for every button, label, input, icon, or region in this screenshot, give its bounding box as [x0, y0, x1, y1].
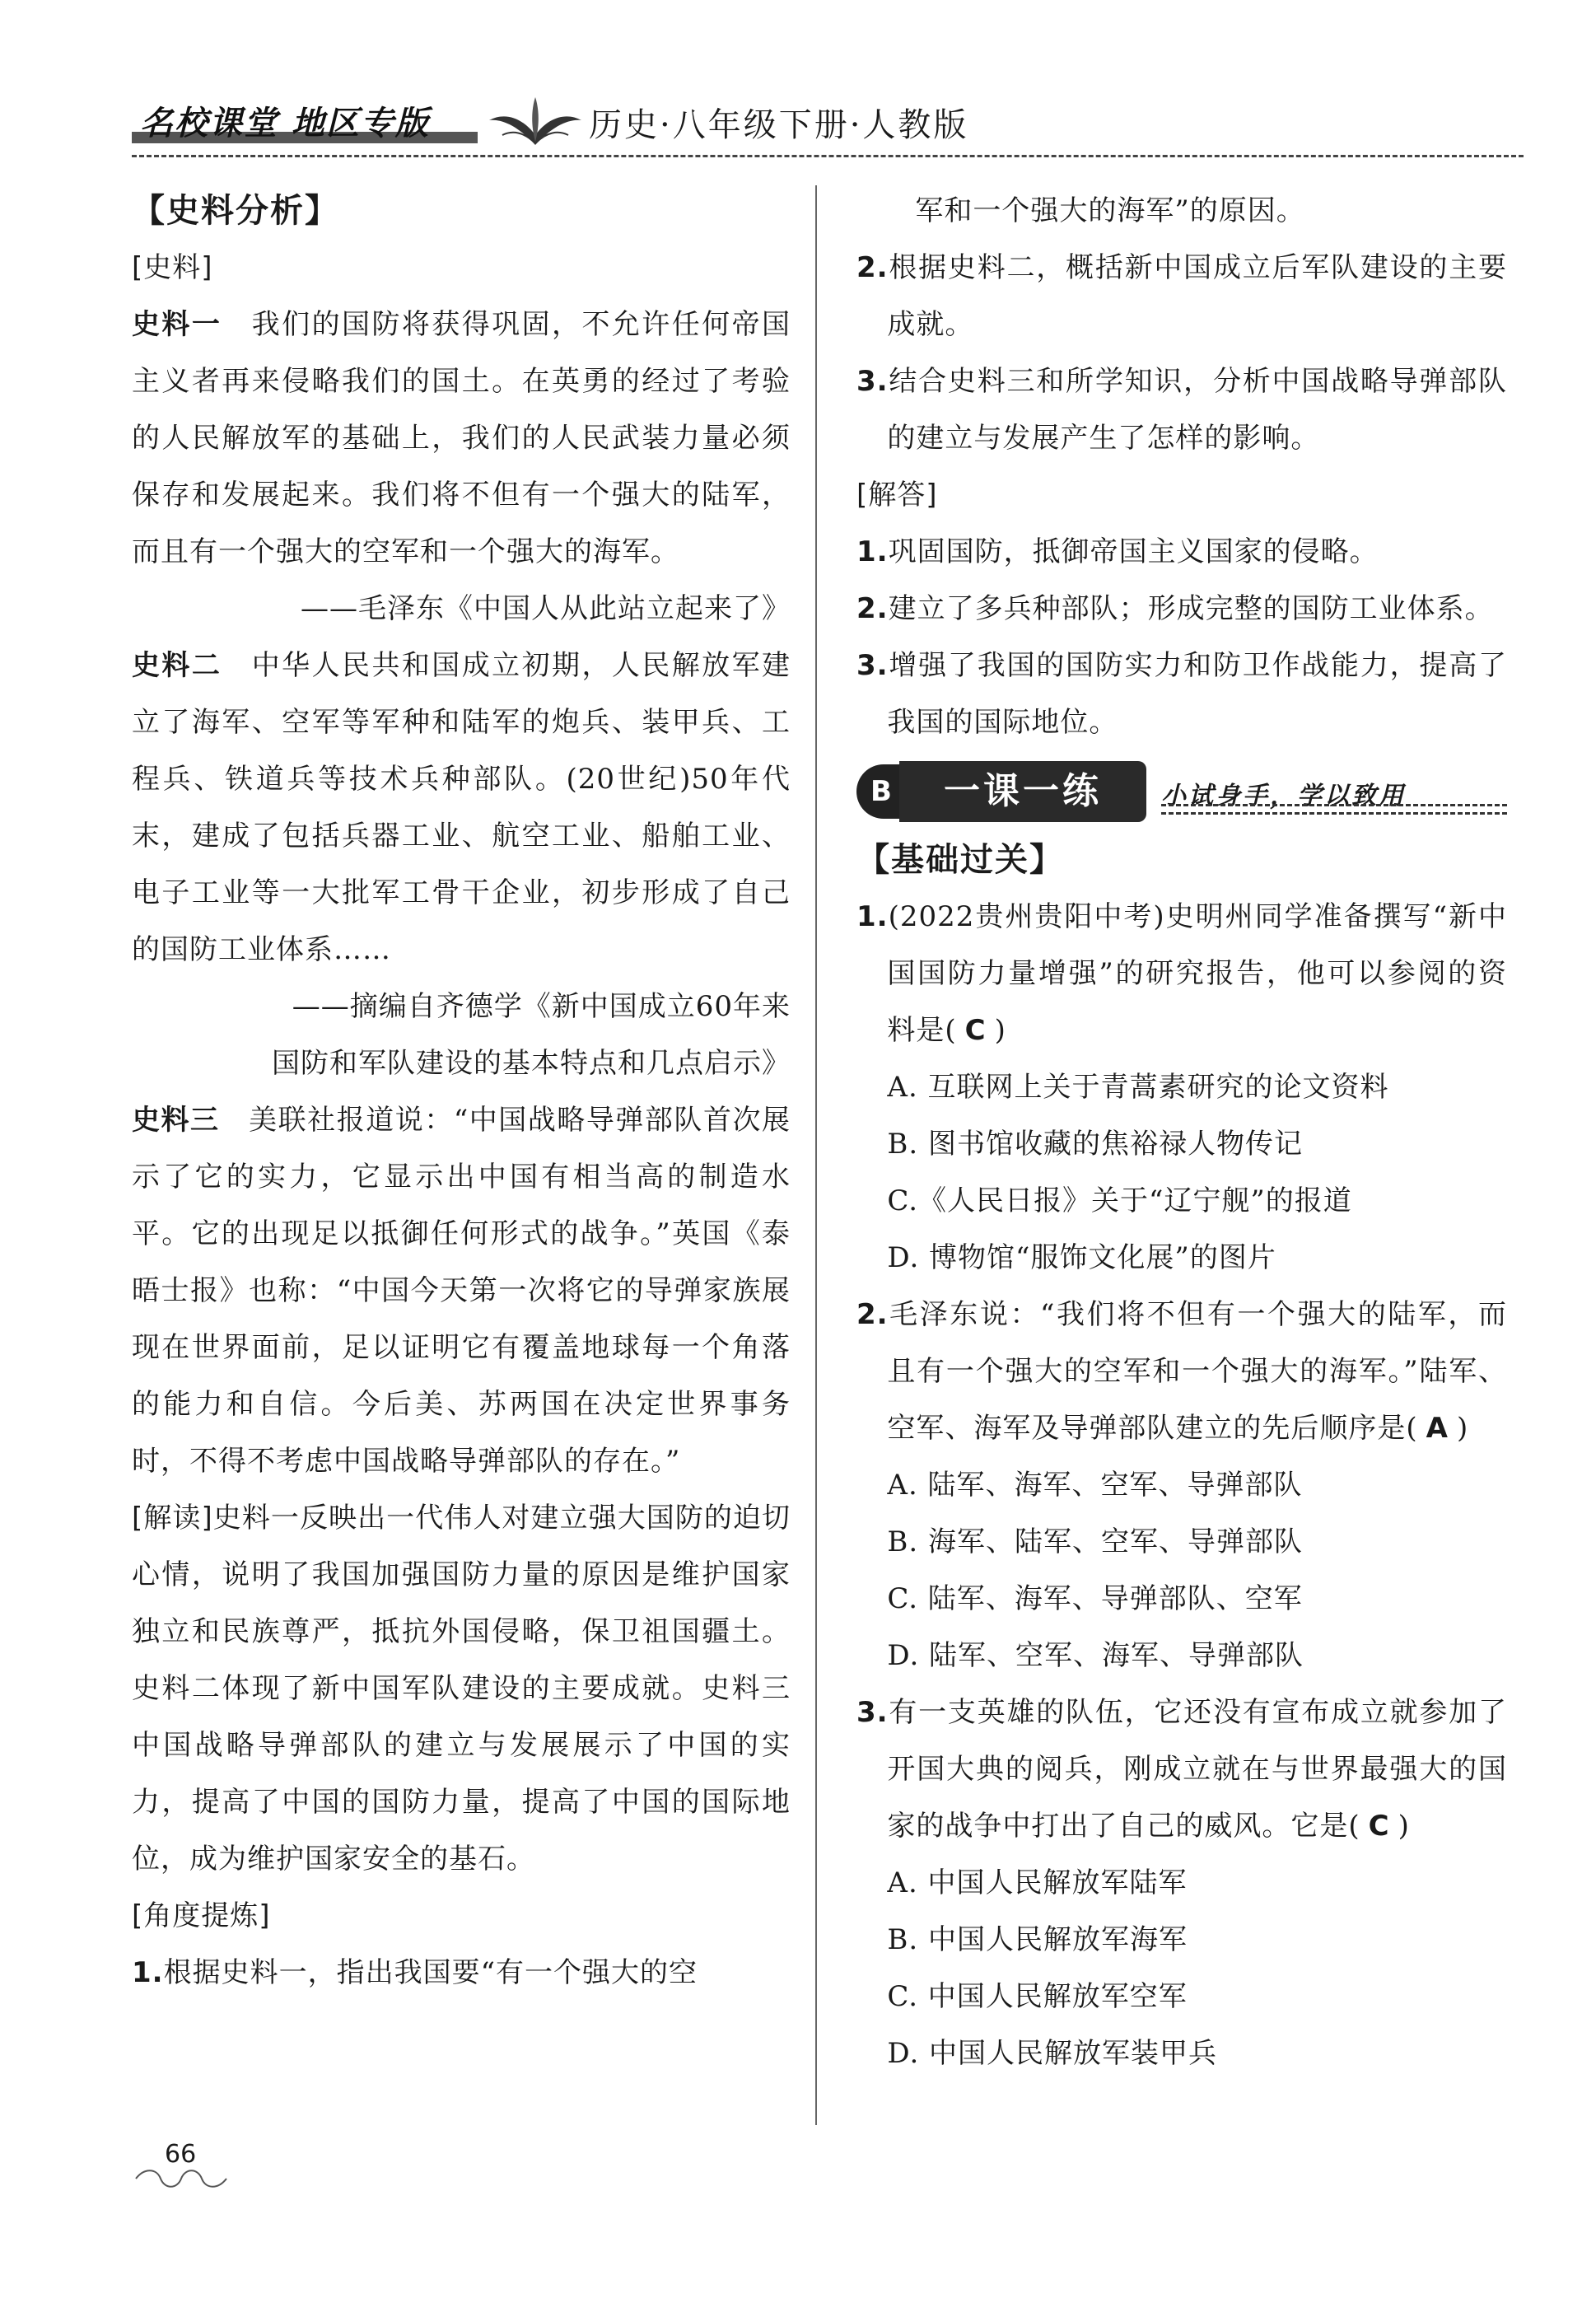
question-number: 2.: [856, 592, 889, 625]
question-number: 1.: [132, 1956, 164, 1989]
answer-choice: A: [1426, 1412, 1449, 1445]
leaf-ornament-icon: [486, 94, 585, 152]
material-3: [132, 1092, 791, 1490]
banner-title: 一课一练: [899, 761, 1146, 822]
banner-dash-line: [1161, 804, 1507, 806]
banner-dash-line: [1161, 812, 1507, 815]
material-2-text: 中华人民共和国成立初期，人民解放军建立了海军、空军等军种和陆军的炮兵、装甲兵、工程兵、铁道兵等技术兵种部队。(20世纪)50年代末，建成了包括兵器工业、航空工业、船舶工业、电子工业等一大批军工骨干企业，初步形成了自己的国防工业体系……: [132, 649, 791, 966]
materials-label: [史料]: [132, 251, 213, 284]
angle-question-1-continued: 军和一个强大的海军”的原因。: [915, 194, 1305, 227]
banner-subtitle: 小试身手，学以致用: [1161, 782, 1406, 810]
answer-2-text: 建立了多兵种部队；形成完整的国防工业体系。: [888, 592, 1494, 625]
interpretation-label: [解读]: [132, 1502, 213, 1535]
option-a: A. 互联网上关于青蒿素研究的论文资料: [887, 1071, 1389, 1104]
interpretation-text: 史料一反映出一代伟人对建立强大国防的迫切心情，说明了我国加强国防力量的原因是维护国家独立和民族尊严，抵抗外国侵略，保卫祖国疆土。史料二体现了新中国军队建设的主要成就。史料三中国战略导弹部队的建立与发展展示了中国的实力，提高了中国的国防力量，提高了中国的国际地位，成为维护国家安全的基石。: [132, 1502, 791, 1876]
question-stem-text: (2022贵州贵阳中考)史明州同学准备撰写“新中国国防力量增强”的研究报告，他可以参阅的资料是(: [887, 900, 1507, 1047]
question-number: 2.: [856, 1298, 889, 1331]
brand-title: 名校课堂 地区专版: [140, 105, 430, 142]
book-title: 历史·八年级下册·人教版: [589, 106, 969, 144]
question-number: 1.: [856, 900, 889, 933]
option-b: B. 海军、陆军、空军、导弹部队: [887, 1525, 1303, 1558]
page-number: 66: [165, 2140, 197, 2169]
page-header: [132, 89, 1524, 163]
material-3-label: 史料三: [132, 1104, 220, 1137]
option-d: D. 中国人民解放军装甲兵: [887, 2037, 1218, 2070]
angle-question-3: [856, 353, 1507, 467]
answer-3-text: 增强了我国的国防实力和防卫作战能力，提高了我国的国际地位。: [887, 649, 1507, 739]
question-number: 3.: [856, 1696, 889, 1729]
section-title: 【史料分析】: [132, 192, 339, 230]
question-3-stem: [856, 1684, 1507, 1855]
option-b: B. 图书馆收藏的焦裕禄人物传记: [887, 1128, 1303, 1161]
angle-label: [角度提炼]: [132, 1899, 271, 1932]
angle-question-1-text: 根据史料一，指出我国要“有一个强大的空: [163, 1956, 698, 1989]
angle-question-1: [132, 1945, 791, 2002]
question-1: [856, 889, 1507, 1287]
answer-label: [解答]: [856, 479, 938, 512]
interpretation: [132, 1490, 791, 1888]
bracket-close: ): [994, 1014, 1006, 1047]
material-1-label: 史料一: [132, 308, 222, 341]
right-column: [856, 183, 1507, 2082]
option-b: B. 中国人民解放军海军: [887, 1923, 1188, 1956]
question-stem-text: 有一支英雄的队伍，它还没有宣布成立就参加了开国大典的阅兵，刚成立就在与世界最强大的国家的战争中打出了自己的威风。它是(: [887, 1696, 1507, 1843]
material-2-label: 史料二: [132, 649, 222, 682]
question-number: 2.: [856, 251, 889, 284]
option-c: C. 中国人民解放军空军: [887, 1980, 1188, 2013]
answer-2: [856, 581, 1507, 638]
angle-question-3-text: 结合史料三和所学知识，分析中国战略导弹部队的建立与发展产生了怎样的影响。: [887, 365, 1507, 455]
option-a: A. 陆军、海军、空军、导弹部队: [887, 1469, 1303, 1502]
left-column: [132, 183, 791, 2002]
answer-3: [856, 638, 1507, 751]
option-c: C.《人民日报》关于“辽宁舰”的报道: [887, 1184, 1352, 1217]
option-a: A. 中国人民解放军陆军: [887, 1866, 1188, 1899]
answer-choice: C: [1368, 1810, 1390, 1843]
banner-badge: B: [856, 764, 906, 819]
option-d: D. 陆军、空军、海军、导弹部队: [887, 1639, 1304, 1672]
question-number: 3.: [856, 649, 889, 682]
answer-1-text: 巩固国防，抵御帝国主义国家的侵略。: [888, 535, 1379, 568]
material-1-text: 我们的国防将获得巩固，不允许任何帝国主义者再来侵略我们的国土。在英勇的经过了考验的人民解放军的基础上，我们的人民武装力量必须保存和发展起来。我们将不但有一个强大的陆军，而且有一个强大的空军和一个强大的海军。: [132, 308, 791, 568]
question-3: [856, 1684, 1507, 2082]
question-number: 1.: [856, 535, 889, 568]
question-number: 3.: [856, 365, 889, 398]
option-c: C. 陆军、海军、导弹部队、空军: [887, 1582, 1303, 1615]
material-2-source-line-1: ——摘编自齐德学《新中国成立60年来: [292, 990, 791, 1023]
column-divider: [815, 185, 817, 2125]
header-divider: [132, 155, 1524, 157]
option-d: D. 博物馆“服饰文化展”的图片: [887, 1241, 1276, 1274]
swirl-ornament-icon: [132, 2166, 231, 2191]
question-2: [856, 1287, 1507, 1684]
material-2-source-line-2: 国防和军队建设的基本特点和几点启示》: [272, 1047, 791, 1080]
answer-choice: C: [964, 1014, 987, 1047]
question-1-stem: [856, 889, 1507, 1059]
basics-title: 【基础过关】: [856, 841, 1064, 879]
bracket-close: ): [1398, 1810, 1410, 1843]
bracket-close: ): [1456, 1412, 1469, 1445]
practice-banner: [856, 761, 1507, 825]
angle-question-2-text: 根据史料二，概括新中国成立后军队建设的主要成就。: [887, 251, 1507, 341]
question-2-stem: [856, 1287, 1507, 1457]
material-1: [132, 297, 791, 581]
question-stem-text: 毛泽东说：“我们将不但有一个强大的陆军，而且有一个强大的空军和一个强大的海军。”陆军、空军、海军及导弹部队建立的先后顺序是(: [887, 1298, 1507, 1445]
material-2: [132, 638, 791, 979]
material-1-source: ——毛泽东《中国人从此站立起来了》: [301, 592, 791, 625]
answer-1: [856, 524, 1507, 581]
material-3-text: 美联社报道说：“中国战略导弹部队首次展示了它的实力，它显示出中国有相当高的制造水平。它的出现足以抵御任何形式的战争。”英国《泰晤士报》也称：“中国今天第一次将它的导弹家族展现在世界面前，足以证明它有覆盖地球每一个角落的能力和自信。今后美、苏两国在决定世界事务时，不得不考虑中国战略导弹部队的存在。”: [132, 1104, 791, 1478]
angle-question-2: [856, 240, 1507, 353]
